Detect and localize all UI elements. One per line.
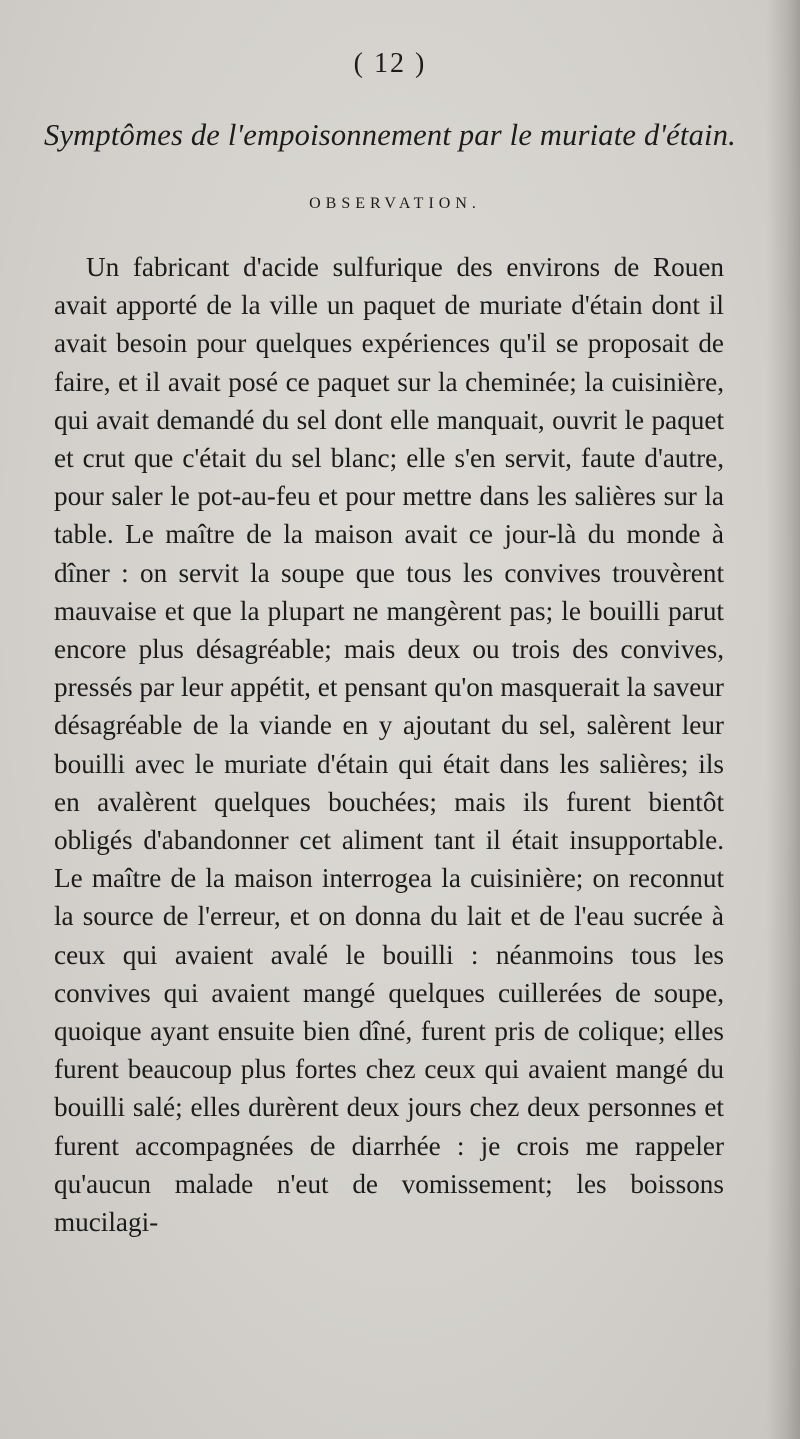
page-edge-shadow <box>766 0 800 1439</box>
body-paragraph: Un fabricant d'acide sulfurique des environs de Rouen avait apporté de la ville un paquet de muriate d'étain dont il avait besoin pour quelques expériences qu'il se proposait de faire, et il avait posé ce paquet sur la cheminée; la cuisinière, qui avait demandé du sel dont elle manquait, ouvrit le paquet et crut que c'était du sel blanc; elle s'en servit, faute d'autre, pour saler le pot-au-feu et pour mettre dans les salières sur la table. Le maître de la maison avait ce jour-là du monde à dîner : on servit la soupe que tous les convives trouvèrent mauvaise et que la plupart ne mangèrent pas; le bouilli parut encore plus désagréable; mais deux ou trois des convives, pressés par leur appétit, et pensant qu'on masquerait la saveur désagréable de la viande en y ajoutant du sel, salèrent leur bouilli avec le muriate d'étain qui était dans les salières; ils en avalèrent quelques bouchées; mais ils furent bientôt obligés d'abandonner cet aliment tant il était insupportable. Le maître de la maison interrogea la cuisinière; on reconnut la source de l'erreur, et on donna du lait et de l'eau sucrée à ceux qui avaient avalé le bouilli : néanmoins tous les convives qui avaient mangé quelques cuillerées de soupe, quoique ayant ensuite bien dîné, furent pris de colique; elles furent beaucoup plus fortes chez ceux qui avaient mangé du bouilli salé; elles durèrent deux jours chez deux personnes et furent accompagnées de diarrhée : je crois me rappeler qu'aucun malade n'eut de vomissement; les boissons mucilagi- <box>54 252 724 1238</box>
observation-heading: OBSERVATION. <box>309 195 481 212</box>
section-title: Symptômes de l'empoisonnement par le muriate d'étain. <box>44 118 736 152</box>
page-number: ( 12 ) <box>353 48 427 79</box>
